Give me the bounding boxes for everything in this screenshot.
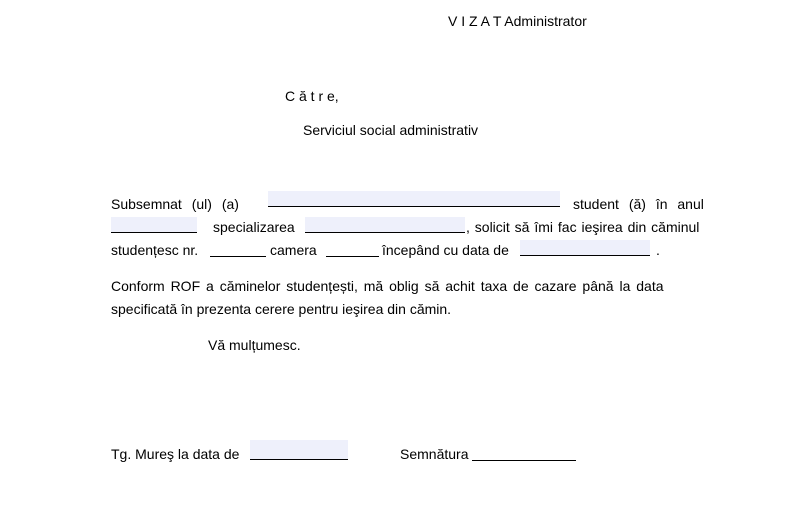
request-text: , solicit să îmi fac ieşirea din căminul xyxy=(466,219,700,235)
room-label: camera xyxy=(270,242,317,258)
dorm-number-label: studențesc nr. xyxy=(111,242,199,258)
signing-date-field[interactable] xyxy=(250,440,348,460)
place-date-label: Tg. Mureş la data de xyxy=(111,446,240,462)
line3-period: . xyxy=(656,242,660,258)
rof-paragraph-line1: Conform ROF a căminelor studențești, mă oblig să achit taxa de cazare până la data xyxy=(111,278,664,294)
room-field[interactable] xyxy=(326,256,379,257)
specialization-field[interactable] xyxy=(305,217,465,233)
dorm-number-field[interactable] xyxy=(210,256,266,257)
signature-field[interactable] xyxy=(472,460,576,461)
year-field[interactable] xyxy=(111,217,197,233)
to-label: C ă t r e, xyxy=(285,88,339,104)
thanks-label: Vă mulțumesc. xyxy=(208,337,301,353)
name-field[interactable] xyxy=(268,191,560,207)
start-date-field[interactable] xyxy=(520,240,650,256)
recipient-label: Serviciul social administrativ xyxy=(303,122,479,138)
rof-paragraph-line2: specificată în prezenta cerere pentru ieşirea din cămin. xyxy=(111,301,452,317)
signature-label: Semnătura xyxy=(400,446,469,462)
visa-header: V I Z A T Administrator xyxy=(448,13,587,29)
specialization-label: specializarea xyxy=(213,219,295,235)
subsemnat-label: Subsemnat (ul) (a) xyxy=(111,196,239,212)
start-date-label: începând cu data de xyxy=(382,242,509,258)
student-year-label: student (ă) în anul xyxy=(573,196,704,212)
